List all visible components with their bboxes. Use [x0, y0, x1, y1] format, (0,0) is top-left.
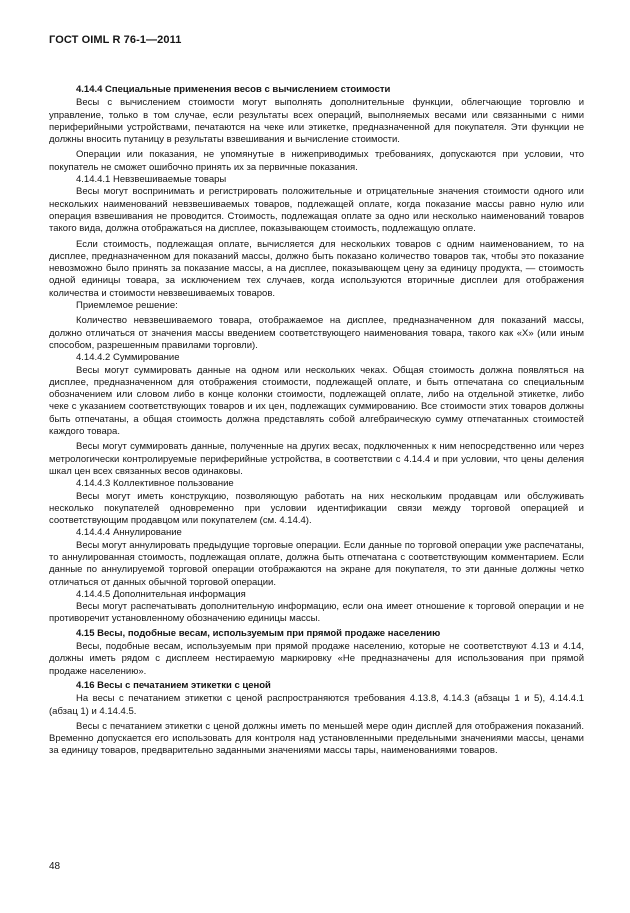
acceptable-solution-label: Приемлемое решение: — [76, 300, 178, 312]
paragraph: Весы, подобные весам, используемым при прямой продаже населению, которые не соответствуют 4.13 и 4.14, должны иметь рядом с дисплеем нестираемую маркировку «Не предназначены для использования при прямой продаже населению». — [49, 641, 584, 677]
paragraph: Весы могут воспринимать и регистрировать положительные и отрицательные значения стоимости одного или нескольких наименований невзвешиваемых товаров, подлежащей оплате, когда показание массы равно нулю или операция взвешивания не проводится. Стоимость, подлежащая оплате за одно или несколько наименований товаров такого вида, должна отображаться на дисплее, показывающем стоимость, подлежащую оплате. — [49, 186, 584, 235]
subsection-heading-4-14-4-2: 4.14.4.2 Суммирование — [76, 352, 180, 364]
paragraph: Весы могут суммировать данные, полученные на других весах, подключенных к ним непосредственно или через метрологически контролируемые периферийные устройства, в соответствии с 4.14.4 и при условии, что цены деления шкал цен всех связанных весов одинаковы. — [49, 441, 584, 477]
section-heading-4-16: 4.16 Весы с печатанием этикетки с ценой — [76, 679, 271, 691]
subsection-heading-4-14-4-3: 4.14.4.3 Коллективное пользование — [76, 478, 234, 490]
paragraph: Весы могут аннулировать предыдущие торговые операции. Если данные по торговой операции уже распечатаны, то аннулированная стоимость, подлежащая оплате, должна быть отпечатана с соответствующим комментарием. Если данные по аннулируемой торговой операции отображаются на экране для покупателя, то эти данные должны четко отличаться от данных обычной торговой операции. — [49, 539, 584, 588]
paragraph: Количество невзвешиваемого товара, отображаемое на дисплее, предназначенном для показаний массы, должно отличаться от значения массы введением соответствующего наименования товара, такого как «X» (или иным способом, разрешенным правилами торговли). — [49, 315, 584, 351]
section-heading-4-15: 4.15 Весы, подобные весам, используемым при прямой продаже населению — [76, 627, 441, 639]
paragraph: Операции или показания, не упомянутые в нижеприводимых требованиях, допускаются при условии, что покупатель не сможет ошибочно принять их за первичные показания. — [49, 149, 584, 173]
paragraph: Весы могут иметь конструкцию, позволяющую работать на них нескольким продавцам или обслуживать несколько покупателей одновременно при условии идентификации связи между торговой операцией и соответствующим продавцом или покупателем (см. 4.14.4). — [49, 490, 584, 527]
paragraph: Весы с вычислением стоимости могут выполнять дополнительные функции, облегчающие торговлю и управление, только в том случае, если результаты всех операций, выполняемых весами или связанными с ними периферийными устройствами, печатаются на чеке или этикетке, предназначенной для покупателя. Эти функции не должны вносить путаницу в результаты взвешивания и вычисление стоимости. — [49, 97, 584, 146]
subsection-heading-4-14-4-4: 4.14.4.4 Аннулирование — [76, 527, 182, 539]
subsection-heading-4-14-4-5: 4.14.4.5 Дополнительная информация — [76, 588, 246, 600]
paragraph: Весы могут суммировать данные на одном или нескольких чеках. Общая стоимость должна появляться на дисплее, предназначенном для отображения стоимости, подлежащей оплате, и быть отпечатана со специальным обозначением или словом либо в конце колонки стоимости, подлежащей оплате, либо на отдельной этикетке, либо чеке с указанием соответствующих товаров и их цен, подлежащих суммированию. Все стоимости этих товаров должны быть отпечатаны, а общая стоимость должна представлять собой алгебраическую сумму отпечатанных стоимостей каждого товара. — [49, 364, 584, 438]
paragraph: Весы могут распечатывать дополнительную информацию, если она имеет отношение к торговой операции и не противоречит установленному обозначению единицы массы. — [49, 601, 584, 625]
section-heading-4-14-4: 4.14.4 Специальные применения весов с вычислением стоимости — [76, 84, 391, 95]
subsection-heading-4-14-4-1: 4.14.4.1 Невзвешиваемые товары — [76, 174, 227, 186]
paragraph: Весы с печатанием этикетки с ценой должны иметь по меньшей мере один дисплей для отображения показаний. Временно допускается его использовать для контроля над установленными предельными значениями массы, ценами за единицу товаров, предварительно заданными значениями массы тары, наименованиями товаров. — [49, 720, 584, 757]
document-body — [49, 82, 584, 758]
page-number: 48 — [49, 861, 61, 872]
paragraph: Если стоимость, подлежащая оплате, вычисляется для нескольких товаров с одним наименованием, то на дисплее, предназначенном для показаний массы, должно быть показано количество товаров так, чтобы это показание невозможно было принять за показание массы, а на дисплее, показывающем цену за единицу продукта, — стоимость одной единицы товара, за исключением тех случаев, когда используются вторичные дисплеи для отображения количества и стоимости невзвешиваемых товаров. — [49, 238, 584, 299]
paragraph: На весы с печатанием этикетки с ценой распространяются требования 4.13.8, 4.14.3 (абзацы 1 и 5), 4.14.4.1 (абзац 1) и 4.14.4.5. — [49, 693, 584, 717]
document-header: ГОСТ OIML R 76-1—2011 — [49, 34, 182, 46]
